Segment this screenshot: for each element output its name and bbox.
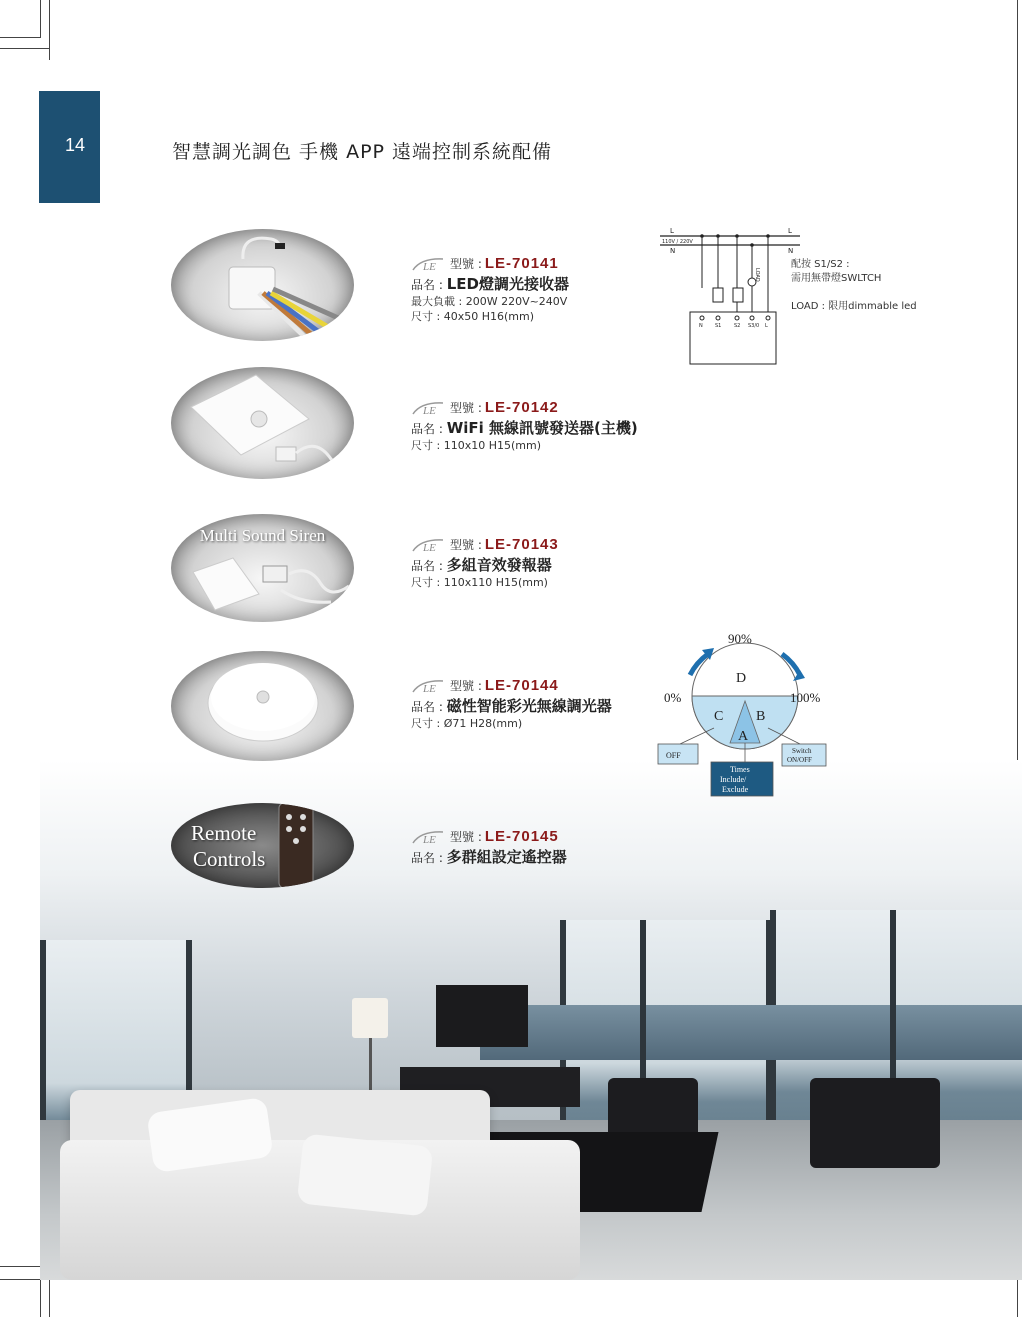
dial-zone-c: C: [714, 709, 724, 724]
name-label: 品名 :: [411, 700, 443, 714]
product-le70144: [411, 677, 612, 731]
wifi-transmitter-icon: [171, 367, 354, 479]
product-image-le70141: [171, 229, 354, 341]
wire-load-label: LOAD: [754, 268, 760, 282]
product-spec: 尺寸 : 40x50 H16(mm): [411, 310, 534, 323]
dial-zone-a: A: [738, 729, 749, 744]
remote-control-icon: [171, 803, 354, 888]
television: [436, 985, 528, 1047]
product-image-le70142: [171, 367, 354, 479]
model-number: LE-70142: [484, 399, 559, 416]
crop-mark-bottom-h2: [0, 1279, 40, 1280]
page-number: 14: [65, 135, 86, 155]
wire-voltage-label: 110V / 220V: [662, 239, 693, 245]
wiring-note-line: [791, 286, 917, 300]
product-le70143: [411, 536, 559, 590]
crop-mark-bottom-v2: [49, 1280, 50, 1317]
wiring-note-line: LOAD : 限用dimmable led: [791, 301, 917, 312]
dial-off-label: OFF: [666, 751, 681, 760]
model-label: 型號 :: [450, 257, 482, 271]
wire-label-l: L: [670, 227, 674, 235]
dial-times-label: Exclude: [722, 785, 749, 794]
terminal-label: L: [765, 323, 768, 329]
product-image-le70144: [171, 651, 354, 761]
product-spec: 尺寸 : 110x110 H15(mm): [411, 576, 548, 589]
product-spec: 最大負載 : 200W 220V~240V: [411, 295, 568, 308]
model-number: LE-70143: [484, 536, 559, 553]
product-name: 磁性智能彩光無線調光器: [446, 697, 612, 715]
sea-view: [480, 1005, 1022, 1060]
crop-mark-top-h: [0, 37, 40, 38]
model-number: LE-70141: [484, 255, 559, 272]
product-spec: 尺寸 : 110x10 H15(mm): [411, 439, 541, 452]
crop-mark-top-v2: [49, 0, 50, 60]
wiring-note-line: 配按 S1/S2 :: [791, 259, 850, 270]
dial-zone-d: D: [736, 671, 747, 686]
floor-lamp-stem: [369, 1038, 372, 1098]
page-title: 智慧調光調色 手機 APP 遠端控制系統配備: [172, 141, 553, 163]
dial-zone-b: B: [756, 709, 766, 724]
terminal-label: N: [699, 323, 703, 329]
brand-logo-icon: [411, 256, 445, 272]
brand-logo-icon: [411, 678, 445, 694]
brand-logo-icon: [411, 829, 445, 845]
dial-switch-label: Switch: [792, 747, 812, 755]
wiring-note: [791, 258, 917, 314]
model-number: LE-70144: [484, 677, 559, 694]
wire-label-l2: L: [788, 227, 792, 235]
image-label-multi-sound-siren: Multi Sound Siren: [199, 526, 326, 545]
name-label: 品名 :: [411, 851, 443, 865]
brand-logo-icon: [411, 537, 445, 553]
svg-text:LE: LE: [423, 260, 436, 272]
terminal-label: S2: [734, 323, 741, 329]
name-label: 品名 :: [411, 559, 443, 573]
product-le70145: [411, 828, 567, 867]
dial-times-label: Times: [730, 765, 750, 774]
dial-times-label: Include/: [720, 775, 747, 784]
name-label: 品名 :: [411, 422, 443, 436]
model-label: 型號 :: [450, 538, 482, 552]
image-label-controls: Controls: [193, 847, 266, 871]
wire-label-n2: N: [788, 247, 794, 255]
model-label: 型號 :: [450, 830, 482, 844]
svg-text:LE: LE: [423, 682, 436, 694]
dial-label-100: 100%: [790, 690, 821, 705]
sofa-cushion: [297, 1133, 434, 1216]
product-image-le70143: [171, 514, 354, 622]
product-name: 多組音效發報器: [446, 556, 552, 574]
svg-text:LE: LE: [423, 404, 436, 416]
product-name: LED燈調光接收器: [446, 275, 569, 293]
model-number: LE-70145: [484, 828, 559, 845]
svg-text:LE: LE: [423, 541, 436, 553]
crop-mark-top-h2: [0, 48, 50, 49]
product-name: WiFi 無線訊號發送器(主機): [446, 419, 638, 437]
dimmer-dial-diagram: [650, 626, 840, 802]
receiver-module-icon: [171, 229, 354, 341]
terminal-label: S1: [715, 323, 722, 329]
dial-switch-label: ON/OFF: [787, 756, 812, 764]
page-number-tab: [39, 91, 100, 203]
dial-label-0: 0%: [664, 690, 682, 705]
image-label-remote: Remote: [191, 821, 257, 845]
wiring-diagram: [660, 226, 800, 368]
terminal-label: S3/0: [748, 323, 760, 329]
svg-text:LE: LE: [423, 833, 436, 845]
brand-logo-icon: [411, 400, 445, 416]
magnetic-dimmer-icon: [171, 651, 354, 761]
dial-label-90: 90%: [728, 631, 752, 646]
crop-mark-top-v: [40, 0, 41, 38]
model-label: 型號 :: [450, 679, 482, 693]
siren-device-icon: [171, 514, 354, 622]
product-le70142: [411, 399, 638, 453]
model-label: 型號 :: [450, 401, 482, 415]
product-spec: 尺寸 : Ø71 H28(mm): [411, 717, 523, 730]
name-label: 品名 :: [411, 278, 443, 292]
product-le70141: [411, 255, 569, 324]
wiring-note-line: 需用無帶燈SWLTCH: [791, 273, 882, 284]
product-image-le70145: [171, 803, 354, 888]
floor-lamp-shade: [352, 998, 388, 1038]
armchair: [810, 1078, 940, 1168]
product-name: 多群組設定遙控器: [446, 848, 567, 866]
wire-label-n: N: [670, 247, 676, 255]
